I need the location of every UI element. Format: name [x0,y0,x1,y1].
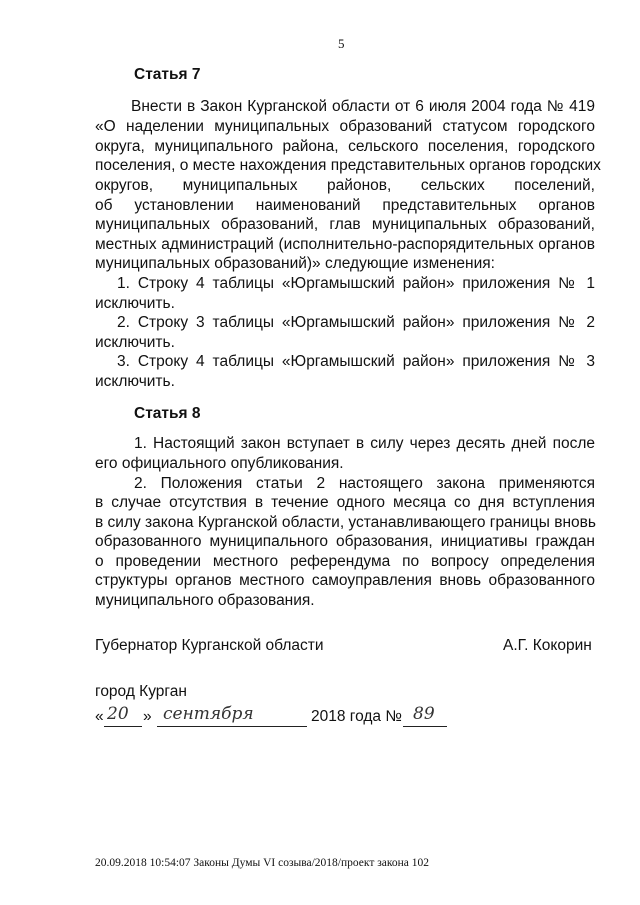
date-month-underline [157,726,307,727]
amendment-item-3: 3. Строку 4 таблицы «Юргамышский район» приложения № 3 [117,353,595,370]
article-8-line: 1. Настоящий закон вступает в силу через десять дней после [134,435,595,452]
article-7-line: местных администраций (исполнительно-распорядительных органов [95,236,595,253]
date-year-text: 2018 года № [311,708,402,725]
page-number: 5 [338,36,345,51]
article-7-line: поселения, о месте нахождения представительных органов городских [95,157,601,174]
footer-document-info: 20.09.2018 10:54:07 Законы Думы VI созыва/2018/проект закона 102 [95,857,430,869]
date-number-underline [403,726,447,727]
article-7-line: округов, муниципальных районов, сельских поселений, [95,177,595,194]
article-8-line: его официального опубликования. [95,455,344,472]
date-line [95,704,455,734]
article-8-line: структуры органов местного самоуправления вновь образованного [95,572,595,589]
article-8-line: в силу закона Курганской области, устанавливающего границы вновь [95,514,596,531]
article-8-line: о проведении местного референдума по вопросу определения [95,553,595,570]
date-number: 89 [413,704,435,724]
article-8-line: 2. Положения статьи 2 настоящего закона применяются [134,475,595,492]
article-7-heading: Статья 7 [134,66,201,83]
article-7-line: муниципальных образований)» следующие изменения: [95,255,495,272]
article-8-line: в случае отсутствия в течение одного месяца со дня вступления [95,494,595,511]
date-day: 20 [107,704,129,724]
date-open-quote: « [95,708,104,725]
signatory-name: А.Г. Кокорин [503,637,592,654]
article-7-line: «О наделении муниципальных образований статусом городского [95,118,595,135]
article-7-line: муниципальных образований, глав муниципальных образований, [95,216,595,233]
article-8-heading: Статья 8 [134,405,201,422]
amendment-item-3-cont: исключить. [95,373,175,390]
article-8-line: образованного муниципального образования, инициативы граждан [95,533,595,550]
article-7-line: Внести в Закон Курганской области от 6 июля 2004 года № 419 [131,98,595,115]
city-name: город Курган [95,683,187,700]
amendment-item-2-cont: исключить. [95,334,175,351]
amendment-item-2: 2. Строку 3 таблицы «Юргамышский район» приложения № 2 [117,314,595,331]
article-7-line: об установлении наименований представительных органов [95,197,595,214]
date-day-underline [104,726,142,727]
amendment-item-1: 1. Строку 4 таблицы «Юргамышский район» приложения № 1 [117,275,595,292]
article-8-line: муниципального образования. [95,592,315,609]
amendment-item-1-cont: исключить. [95,295,175,312]
date-close-quote: » [143,708,152,725]
article-7-line: округа, муниципального района, сельского поселения, городского [95,138,595,155]
signatory-position: Губернатор Курганской области [95,637,324,654]
date-month: сентября [163,704,254,724]
